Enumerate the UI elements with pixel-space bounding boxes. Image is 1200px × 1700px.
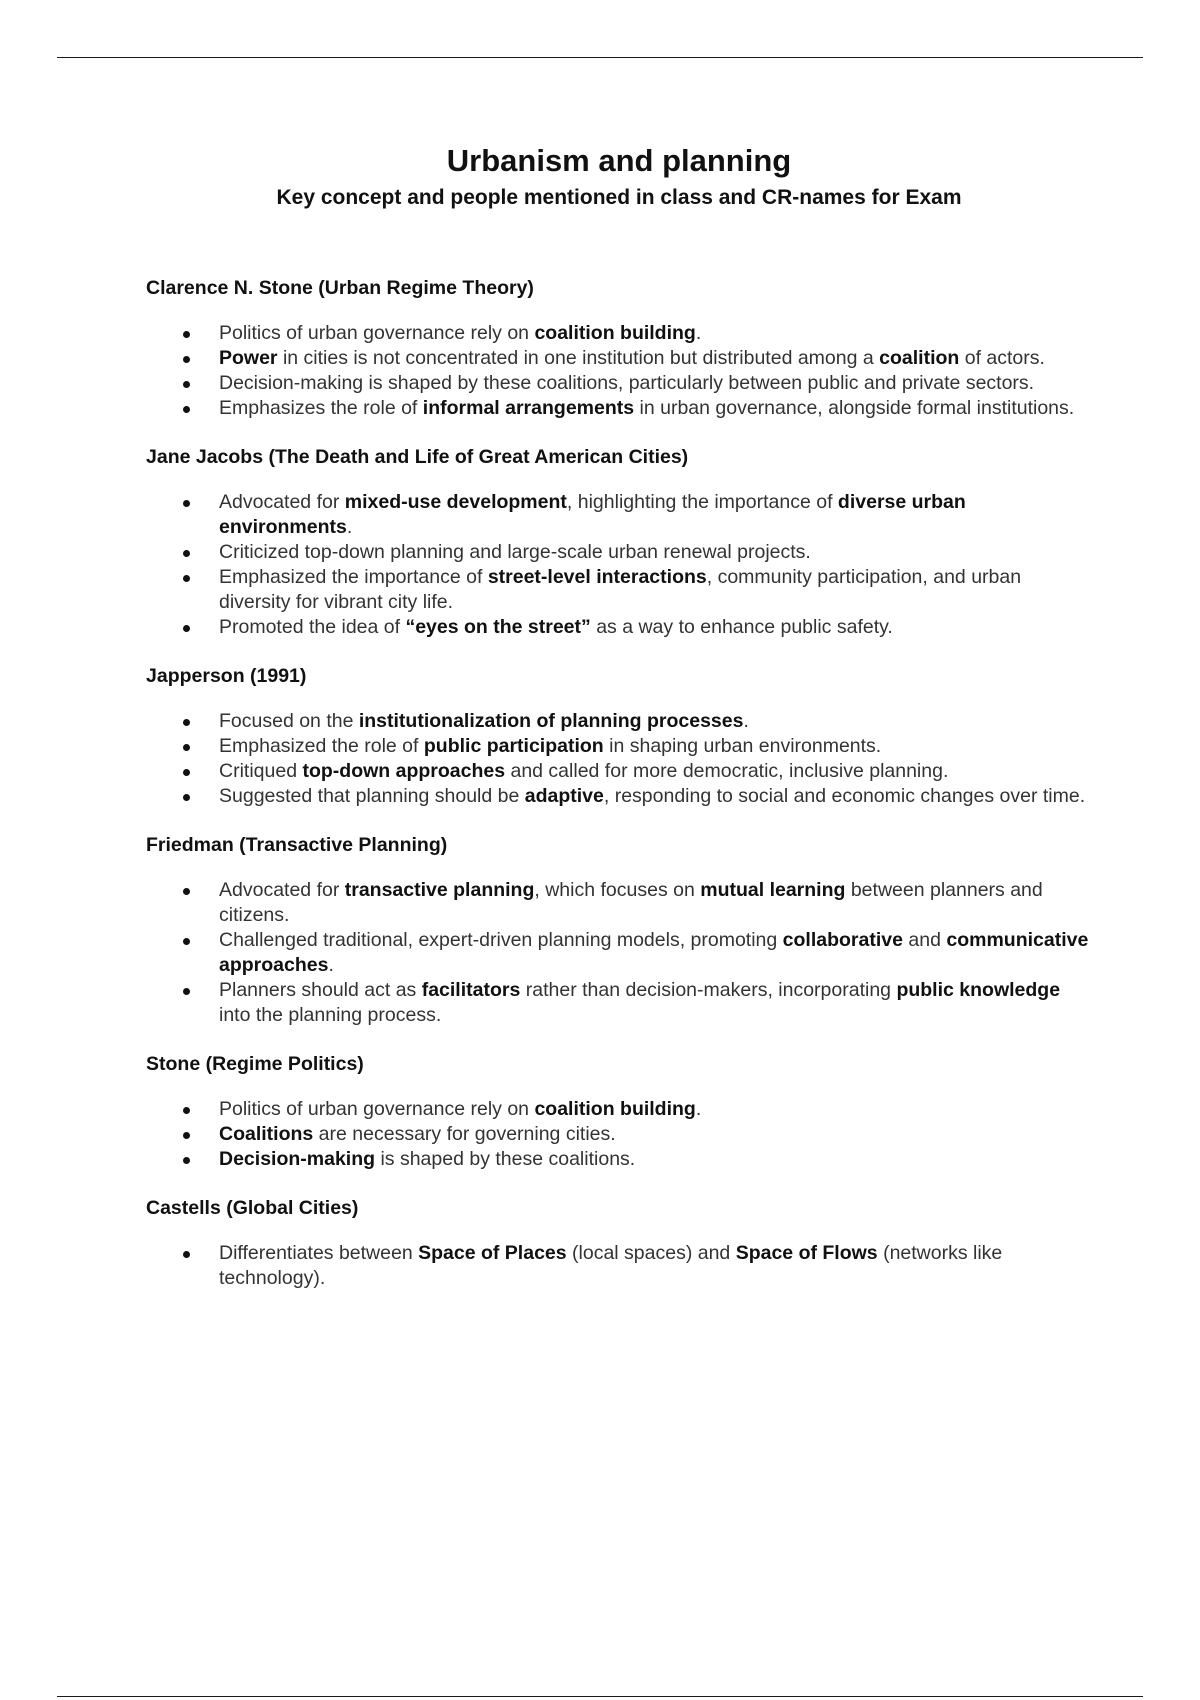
bullet-item (146, 346, 1092, 371)
bullet-item (146, 1122, 1092, 1147)
bold-term: diverse urban environments (219, 491, 966, 538)
bullet-dot-icon (183, 938, 190, 945)
text-run: of actors. (959, 347, 1045, 369)
bullet-dot-icon (183, 1132, 190, 1139)
bold-term: communicative approaches (219, 929, 1089, 976)
text-run: Focused on the (219, 710, 359, 732)
text-run: Suggested that planning should be (219, 785, 525, 807)
bold-term: coalition (879, 347, 960, 369)
page-content (146, 143, 1092, 1315)
bullet-dot-icon (183, 331, 190, 338)
text-run: Criticized top-down planning and large-scale urban renewal projects. (219, 541, 811, 563)
bullet-item (146, 490, 1092, 540)
bullet-dot-icon (183, 625, 190, 632)
text-run: Promoted the idea of (219, 616, 406, 638)
bullet-dot-icon (183, 988, 190, 995)
section-heading: Castells (Global Cities) (146, 1197, 359, 1219)
text-run: are necessary for governing cities. (313, 1123, 616, 1145)
bold-term: adaptive (524, 785, 604, 807)
bold-term: mixed-use development (344, 491, 567, 513)
text-run: Advocated for (219, 491, 345, 513)
top-rule (57, 57, 1143, 58)
bullet-dot-icon (183, 769, 190, 776)
bold-term: Decision-making (219, 1148, 376, 1170)
bullet-list (146, 878, 1092, 1028)
sections-container (146, 276, 1092, 1291)
section-heading: Clarence N. Stone (Urban Regime Theory) (146, 277, 534, 299)
section (146, 445, 1092, 640)
text-run: Challenged traditional, expert-driven planning models, promoting (219, 929, 783, 951)
section-heading: Stone (Regime Politics) (146, 1053, 364, 1075)
text-run: Differentiates between (219, 1242, 419, 1264)
text-run: . (695, 322, 702, 344)
text-run: Decision-making is shaped by these coalitions, particularly between public and private sectors. (219, 372, 1035, 394)
bullet-item (146, 1241, 1092, 1291)
bullet-item (146, 1097, 1092, 1122)
bullet-dot-icon (183, 888, 190, 895)
text-run: Advocated for (219, 879, 345, 901)
bold-term: public participation (423, 735, 604, 757)
bullet-item (146, 371, 1092, 396)
bold-term: coalition building (534, 1098, 696, 1120)
bullet-dot-icon (183, 1251, 190, 1258)
text-run: (networks like technology). (219, 1242, 1003, 1289)
section-heading: Friedman (Transactive Planning) (146, 834, 448, 856)
bullet-dot-icon (183, 381, 190, 388)
section (146, 664, 1092, 809)
text-run: (local spaces) and (566, 1242, 736, 1264)
text-run: Politics of urban governance rely on (219, 322, 535, 344)
bottom-rule (57, 1696, 1143, 1697)
bold-term: Space of Places (418, 1242, 567, 1264)
section (146, 1196, 1092, 1291)
text-run: Emphasizes the role of (219, 397, 423, 419)
bullet-dot-icon (183, 719, 190, 726)
text-run: Emphasized the role of (219, 735, 424, 757)
text-run: in urban governance, alongside formal institutions. (634, 397, 1075, 419)
bold-term: top-down approaches (302, 760, 506, 782)
bullet-dot-icon (183, 406, 190, 413)
section (146, 1052, 1092, 1172)
bullet-item (146, 1147, 1092, 1172)
text-run: , which focuses on (534, 879, 701, 901)
bullet-item (146, 321, 1092, 346)
bullet-list (146, 1097, 1092, 1172)
bullet-dot-icon (183, 356, 190, 363)
text-run: Emphasized the importance of (219, 566, 488, 588)
bullet-item (146, 615, 1092, 640)
bullet-item (146, 978, 1092, 1028)
bullet-dot-icon (183, 1107, 190, 1114)
bold-term: “eyes on the street” (405, 616, 591, 638)
bullet-item (146, 396, 1092, 421)
bullet-dot-icon (183, 500, 190, 507)
bullet-item (146, 540, 1092, 565)
text-run: Politics of urban governance rely on (219, 1098, 535, 1120)
bold-term: collaborative (782, 929, 903, 951)
bullet-item (146, 928, 1092, 978)
bullet-dot-icon (183, 575, 190, 582)
text-run: . (743, 710, 749, 732)
bold-term: Space of Flows (735, 1242, 878, 1264)
bullet-item (146, 878, 1092, 928)
bullet-item (146, 565, 1092, 615)
text-run: between planners and citizens. (219, 879, 1043, 926)
text-run: Planners should act as (219, 979, 422, 1001)
text-run: , responding to social and economic changes over time. (603, 785, 1086, 807)
bullet-item (146, 709, 1092, 734)
section-heading: Japperson (1991) (146, 665, 307, 687)
bold-term: Power (219, 347, 278, 369)
bold-term: informal arrangements (422, 397, 635, 419)
bullet-item (146, 734, 1092, 759)
bold-term: public knowledge (896, 979, 1061, 1001)
bullet-item (146, 784, 1092, 809)
page-subtitle: Key concept and people mentioned in class and CR-names for Exam (276, 186, 962, 209)
bold-term: institutionalization of planning processes (358, 710, 744, 732)
bullet-item (146, 759, 1092, 784)
bullet-dot-icon (183, 1157, 190, 1164)
text-run: . (328, 954, 334, 976)
bullet-list (146, 709, 1092, 809)
text-run: in cities is not concentrated in one institution but distributed among a (277, 347, 880, 369)
bullet-list (146, 1241, 1092, 1291)
bold-term: street-level interactions (487, 566, 707, 588)
bold-term: facilitators (421, 979, 521, 1001)
text-run: Critiqued (219, 760, 303, 782)
section (146, 833, 1092, 1028)
bullet-list (146, 490, 1092, 640)
section-heading: Jane Jacobs (The Death and Life of Great American Cities) (146, 446, 689, 468)
text-run: as a way to enhance public safety. (590, 616, 893, 638)
text-run: and called for more democratic, inclusive planning. (505, 760, 949, 782)
text-run: and (902, 929, 947, 951)
text-run: in shaping urban environments. (603, 735, 882, 757)
page-title: Urbanism and planning (446, 143, 792, 178)
bold-term: transactive planning (344, 879, 535, 901)
bullet-dot-icon (183, 794, 190, 801)
bold-term: coalition building (534, 322, 696, 344)
text-run: rather than decision-makers, incorporating (520, 979, 897, 1001)
text-run: is shaped by these coalitions. (375, 1148, 636, 1170)
bullet-dot-icon (183, 550, 190, 557)
bullet-list (146, 321, 1092, 421)
bullet-dot-icon (183, 744, 190, 751)
text-run: into the planning process. (219, 1004, 442, 1026)
bold-term: mutual learning (700, 879, 846, 901)
text-run: . (346, 516, 353, 538)
text-run: , highlighting the importance of (566, 491, 838, 513)
text-run: , community participation, and urban diversity for vibrant city life. (219, 566, 1022, 613)
bold-term: Coalitions (219, 1123, 314, 1145)
section (146, 276, 1092, 421)
text-run: . (695, 1098, 702, 1120)
